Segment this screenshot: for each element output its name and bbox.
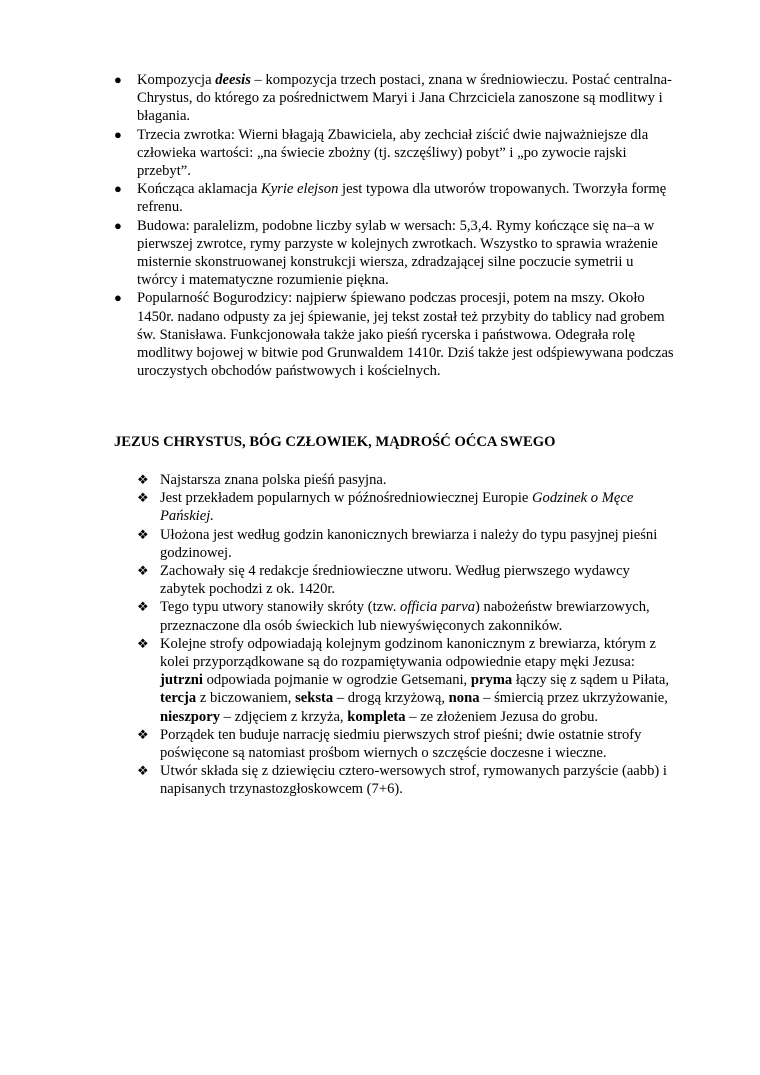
diamond-bullet-icon: ❖ bbox=[137, 472, 149, 487]
emphasized-text: kompleta bbox=[347, 708, 406, 725]
list-item bbox=[137, 471, 677, 489]
text-run: Kończąca aklamacja bbox=[137, 181, 261, 198]
bullet-icon: ● bbox=[114, 181, 122, 197]
list-item bbox=[114, 217, 674, 290]
emphasized-text: Godzinek o Męce Pańskiej. bbox=[160, 490, 634, 525]
diamond-bullet-icon: ❖ bbox=[137, 635, 149, 651]
list-item bbox=[137, 526, 677, 562]
text-run: jest typowa dla utworów tropowanych. Tworzyła formę refrenu. bbox=[137, 181, 667, 216]
text-run: Ułożona jest według godzin kanonicznych brewiarza i należy do typu pasyjnej pieśni godzinowej. bbox=[160, 526, 658, 561]
list-item bbox=[114, 126, 674, 181]
list-item bbox=[137, 489, 677, 525]
text-run: – śmiercią przez ukrzyżowanie, bbox=[479, 690, 668, 707]
list-item bbox=[137, 635, 677, 726]
text-run: – zdjęciem z krzyża, bbox=[220, 708, 348, 725]
text-run: odpowiada pojmanie w ogrodzie Getsemani, bbox=[202, 672, 471, 689]
text-run: – kompozycja trzech postaci, znana w średniowieczu. Postać centralna-Chrystus, do którego za pośrednictwem Maryi i Jana Chrzciciela zanoszone są modlitwy i błagania. bbox=[137, 72, 672, 125]
text-run: Porządek ten buduje narrację siedmiu pierwszych strof pieśni; dwie ostatnie strofy poświęcone są natomiast prośbom wiernych o szczęście doczesne i wieczne. bbox=[160, 726, 642, 762]
emphasized-text: seksta bbox=[295, 690, 334, 707]
text-run: Popularność Bogurodzicy: najpierw śpiewano podczas procesji, potem na mszy. Około 1450r. nadano odpusty za jej śpiewanie, jej tekst został też przybity do tablicy nad grobem św. Stanisława. Funkcjonowała także jako pieśń rycerska i państwowa. Odegrała rolę modlitwy bojowej w bitwie pod Grunwaldem 1410r. Dziś także jest odśpiewywana podczas uroczystych obchodów państwowych i kościelnych. bbox=[137, 290, 674, 380]
text-run: ) nabożeństw brewiarzowych, przeznaczone dla osób świeckich lub niewyświęconych zakonników. bbox=[160, 599, 650, 634]
text-run: – ze złożeniem Jezusa do grobu. bbox=[405, 708, 599, 725]
diamond-bullet-icon: ❖ bbox=[137, 763, 149, 779]
diamond-bullet-icon: ❖ bbox=[137, 526, 149, 542]
list-item bbox=[137, 762, 677, 798]
diamond-bullet-icon: ❖ bbox=[137, 563, 149, 579]
text-run: łączy się z sądem u Piłata, bbox=[512, 672, 670, 689]
bullet-icon: ● bbox=[114, 126, 122, 142]
diamond-bullet-icon: ❖ bbox=[137, 490, 149, 506]
text-run: Jest przekładem popularnych w późnośredniowiecznej Europie bbox=[160, 490, 533, 507]
emphasized-text: pryma bbox=[470, 672, 513, 689]
diamond-bullet-icon: ❖ bbox=[137, 599, 149, 615]
list-item bbox=[137, 562, 677, 598]
jezus-chrystus-notes-list bbox=[137, 471, 677, 799]
diamond-bullet-icon: ❖ bbox=[137, 726, 149, 742]
text-run: Kompozycja bbox=[137, 72, 216, 88]
text-run: z biczowaniem, bbox=[196, 690, 296, 707]
emphasized-text: Kyrie elejson bbox=[260, 181, 339, 198]
list-item bbox=[114, 71, 674, 126]
bullet-icon: ● bbox=[114, 290, 122, 306]
emphasized-text: nona bbox=[448, 690, 480, 707]
emphasized-text: deesis bbox=[215, 72, 251, 88]
list-item bbox=[137, 726, 677, 762]
text-run: Kolejne strofy odpowiadają kolejnym godzinom kanonicznym z brewiarza, którym z kolei przyporządkowane są do rozpamiętywania odpowiednie etapy męki Jezusa: bbox=[160, 635, 657, 671]
emphasized-text: officia parva bbox=[400, 599, 476, 616]
text-run: Tego typu utwory stanowiły skróty (tzw. bbox=[160, 599, 401, 616]
section-heading: JEZUS CHRYSTUS, BÓG CZŁOWIEK, MĄDROŚĆ OĆCA SWEGO bbox=[114, 434, 556, 450]
list-item bbox=[114, 180, 674, 216]
text-run: Utwór składa się z dziewięciu cztero-wersowych strof, rymowanych parzyście (aabb) i napisanych trzynastozgłoskowcem (7+6). bbox=[160, 763, 667, 798]
bogurodzica-notes-list bbox=[114, 71, 674, 380]
list-item bbox=[114, 289, 674, 380]
text-run: – drogą krzyżową, bbox=[333, 690, 449, 707]
emphasized-text: jutrzni bbox=[160, 672, 203, 689]
emphasized-text: tercja bbox=[160, 690, 197, 707]
bullet-icon: ● bbox=[114, 72, 122, 87]
text-run: Najstarsza znana polska pieśń pasyjna. bbox=[160, 472, 387, 488]
text-run: Budowa: paralelizm, podobne liczby sylab w wersach: 5,3,4. Rymy kończące się na–a w pierwszej zwrotce, rymy parzyste w kolejnych zwrotkach. Wszystko to sprawia wrażenie misternie skonstruowanej konstrukcji wiersza, zdradzającej silne poczucie symetrii u twórcy i matematyczne rozumienie piękna. bbox=[137, 217, 658, 289]
list-item bbox=[137, 598, 677, 634]
text-run: Trzecia zwrotka: Wierni błagają Zbawiciela, aby zechciał ziścić dwie najważniejsze dla człowieka wartości: „na świecie zbożny (tj. szczęśliwy) pobyt” i „po zywocie rajski przebyt”. bbox=[137, 126, 649, 180]
text-run: Zachowały się 4 redakcje średniowieczne utworu. Według pierwszego wydawcy zabytek pochodzi z ok. 1420r. bbox=[160, 563, 630, 598]
emphasized-text: nieszpory bbox=[160, 708, 220, 725]
bullet-icon: ● bbox=[114, 217, 122, 233]
